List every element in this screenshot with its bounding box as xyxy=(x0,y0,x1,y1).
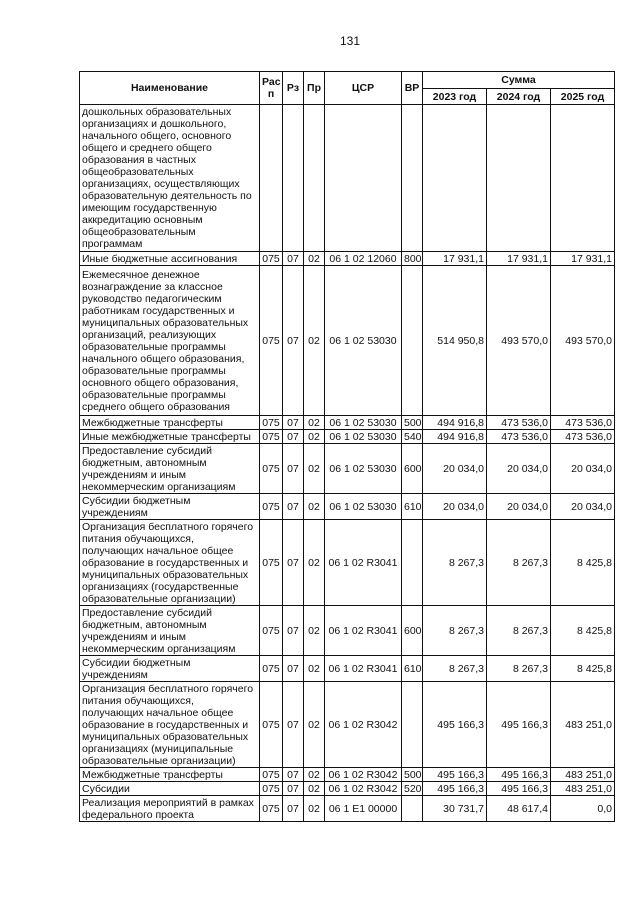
row-amount-2024: 8 267,3 xyxy=(487,520,551,606)
row-csr: 06 1 02 53030 xyxy=(325,430,402,444)
row-rz: 07 xyxy=(283,656,304,682)
table-row xyxy=(80,416,615,430)
row-amount-2023: 20 034,0 xyxy=(423,444,487,494)
row-amount-2024: 495 166,3 xyxy=(487,782,551,796)
row-amount-2024: 495 166,3 xyxy=(487,682,551,768)
row-amount-2023: 20 034,0 xyxy=(423,494,487,520)
row-amount-2024: 493 570,0 xyxy=(487,266,551,416)
row-pr: 02 xyxy=(304,444,325,494)
row-vr: 500 xyxy=(402,416,423,430)
row-name: Субсидии xyxy=(80,782,260,796)
table-row xyxy=(80,782,615,796)
header-vr: ВР xyxy=(402,72,423,105)
row-amount-2025: 493 570,0 xyxy=(551,266,615,416)
row-csr: 06 1 02 53030 xyxy=(325,416,402,430)
row-rz xyxy=(283,105,304,252)
row-name: Иные межбюджетные трансферты xyxy=(80,430,260,444)
row-pr: 02 xyxy=(304,416,325,430)
table-row xyxy=(80,606,615,656)
row-amount-2024: 473 536,0 xyxy=(487,430,551,444)
row-vr: 600 xyxy=(402,444,423,494)
row-amount-2023: 8 267,3 xyxy=(423,656,487,682)
row-csr: 06 1 02 R3042 xyxy=(325,768,402,782)
row-amount-2025: 20 034,0 xyxy=(551,444,615,494)
row-rz: 07 xyxy=(283,782,304,796)
row-amount-2023 xyxy=(423,105,487,252)
table-body xyxy=(80,105,615,822)
row-rz: 07 xyxy=(283,682,304,768)
row-rz: 07 xyxy=(283,494,304,520)
row-pr: 02 xyxy=(304,494,325,520)
row-amount-2025: 8 425,8 xyxy=(551,656,615,682)
row-csr: 06 1 02 R3041 xyxy=(325,606,402,656)
row-name: Иные бюджетные ассигнования xyxy=(80,252,260,266)
row-amount-2024: 495 166,3 xyxy=(487,768,551,782)
table-row xyxy=(80,266,615,416)
row-rz: 07 xyxy=(283,252,304,266)
row-amount-2023: 17 931,1 xyxy=(423,252,487,266)
row-amount-2023: 8 267,3 xyxy=(423,606,487,656)
header-ras: Рас п xyxy=(260,72,283,105)
row-pr: 02 xyxy=(304,606,325,656)
row-rz: 07 xyxy=(283,520,304,606)
row-name: Ежемесячное денежное вознаграждение за классное руководство педагогическим работникам государственных и муниципальных образовательных организаций, реализующих образовательные программы начального общего образования, образовательные программы основного общего образования, образовательные программы среднего общего образования xyxy=(80,266,260,416)
row-name: дошкольных образовательных организациях и дошкольного, начального общего, основного общего и среднего общего образования в частных общеобразовательных организациях, осуществляющих образовательную деятельность по имеющим государственную аккредитацию основным общеобразовательным программам xyxy=(80,105,260,252)
table-row xyxy=(80,682,615,768)
row-pr: 02 xyxy=(304,782,325,796)
row-amount-2024 xyxy=(487,105,551,252)
row-vr xyxy=(402,520,423,606)
row-rz: 07 xyxy=(283,430,304,444)
row-csr: 06 1 02 R3041 xyxy=(325,656,402,682)
header-sum: Сумма xyxy=(423,72,615,89)
row-vr: 610 xyxy=(402,494,423,520)
row-vr: 520 xyxy=(402,782,423,796)
row-amount-2023: 494 916,8 xyxy=(423,430,487,444)
row-ras: 075 xyxy=(260,656,283,682)
row-amount-2024: 48 617,4 xyxy=(487,796,551,822)
row-vr xyxy=(402,796,423,822)
header-pr: Пр xyxy=(304,72,325,105)
row-vr: 610 xyxy=(402,656,423,682)
header-year-2023: 2023 год xyxy=(423,89,487,105)
row-ras: 075 xyxy=(260,252,283,266)
table-row xyxy=(80,444,615,494)
row-amount-2025: 473 536,0 xyxy=(551,416,615,430)
row-amount-2025: 0,0 xyxy=(551,796,615,822)
row-amount-2023: 495 166,3 xyxy=(423,768,487,782)
row-rz: 07 xyxy=(283,266,304,416)
row-amount-2025: 8 425,8 xyxy=(551,520,615,606)
table-row xyxy=(80,520,615,606)
row-amount-2024: 8 267,3 xyxy=(487,606,551,656)
row-amount-2024: 17 931,1 xyxy=(487,252,551,266)
row-amount-2023: 514 950,8 xyxy=(423,266,487,416)
header-csr: ЦСР xyxy=(325,72,402,105)
row-vr: 500 xyxy=(402,768,423,782)
row-pr: 02 xyxy=(304,266,325,416)
table-header xyxy=(80,72,615,105)
page-number: 131 xyxy=(339,34,361,48)
row-amount-2023: 8 267,3 xyxy=(423,520,487,606)
row-csr: 06 1 02 53030 xyxy=(325,494,402,520)
row-pr: 02 xyxy=(304,430,325,444)
row-amount-2025: 483 251,0 xyxy=(551,768,615,782)
row-csr: 06 1 02 R3042 xyxy=(325,782,402,796)
row-name: Субсидии бюджетным учреждениям xyxy=(80,494,260,520)
row-pr xyxy=(304,105,325,252)
row-pr: 02 xyxy=(304,682,325,768)
table-row xyxy=(80,656,615,682)
row-amount-2025: 483 251,0 xyxy=(551,782,615,796)
table-row xyxy=(80,796,615,822)
row-amount-2024: 8 267,3 xyxy=(487,656,551,682)
row-rz: 07 xyxy=(283,444,304,494)
row-csr: 06 1 02 53030 xyxy=(325,266,402,416)
row-amount-2025: 473 536,0 xyxy=(551,430,615,444)
row-amount-2025: 483 251,0 xyxy=(551,682,615,768)
row-ras xyxy=(260,105,283,252)
header-year-2024: 2024 год xyxy=(487,89,551,105)
row-amount-2025: 20 034,0 xyxy=(551,494,615,520)
header-name: Наименование xyxy=(80,72,260,105)
row-amount-2024: 473 536,0 xyxy=(487,416,551,430)
row-csr: 06 1 02 R3042 xyxy=(325,682,402,768)
row-csr xyxy=(325,105,402,252)
row-vr: 600 xyxy=(402,606,423,656)
row-name: Межбюджетные трансферты xyxy=(80,416,260,430)
row-ras: 075 xyxy=(260,416,283,430)
row-ras: 075 xyxy=(260,266,283,416)
table-row xyxy=(80,430,615,444)
row-ras: 075 xyxy=(260,796,283,822)
row-amount-2023: 495 166,3 xyxy=(423,682,487,768)
row-vr xyxy=(402,105,423,252)
row-vr xyxy=(402,682,423,768)
row-name: Предоставление субсидий бюджетным, автономным учреждениям и иным некоммерческим организациям xyxy=(80,444,260,494)
row-csr: 06 1 02 12060 xyxy=(325,252,402,266)
row-ras: 075 xyxy=(260,606,283,656)
row-amount-2024: 20 034,0 xyxy=(487,444,551,494)
row-rz: 07 xyxy=(283,416,304,430)
row-ras: 075 xyxy=(260,494,283,520)
row-name: Межбюджетные трансферты xyxy=(80,768,260,782)
budget-table xyxy=(79,71,615,822)
row-vr: 540 xyxy=(402,430,423,444)
row-name: Организация бесплатного горячего питания обучающихся, получающих начальное общее образование в государственных и муниципальных образовательных организациях (государственные образовательные организации) xyxy=(80,520,260,606)
row-ras: 075 xyxy=(260,430,283,444)
row-ras: 075 xyxy=(260,768,283,782)
header-rz: Рз xyxy=(283,72,304,105)
row-pr: 02 xyxy=(304,656,325,682)
table-row xyxy=(80,252,615,266)
row-name: Реализация мероприятий в рамках федерального проекта xyxy=(80,796,260,822)
table-row xyxy=(80,494,615,520)
row-pr: 02 xyxy=(304,520,325,606)
row-csr: 06 1 02 R3041 xyxy=(325,520,402,606)
row-amount-2025 xyxy=(551,105,615,252)
row-csr: 06 1 02 53030 xyxy=(325,444,402,494)
row-ras: 075 xyxy=(260,782,283,796)
row-amount-2025: 8 425,8 xyxy=(551,606,615,656)
row-vr: 800 xyxy=(402,252,423,266)
table-row xyxy=(80,105,615,252)
row-ras: 075 xyxy=(260,520,283,606)
row-name: Организация бесплатного горячего питания обучающихся, получающих начальное общее образование в государственных и муниципальных образовательных организациях (муниципальные образовательные организации) xyxy=(80,682,260,768)
header-year-2025: 2025 год xyxy=(551,89,615,105)
table-row xyxy=(80,768,615,782)
row-name: Субсидии бюджетным учреждениям xyxy=(80,656,260,682)
row-vr xyxy=(402,266,423,416)
row-amount-2023: 30 731,7 xyxy=(423,796,487,822)
row-amount-2024: 20 034,0 xyxy=(487,494,551,520)
row-amount-2023: 494 916,8 xyxy=(423,416,487,430)
row-rz: 07 xyxy=(283,796,304,822)
row-rz: 07 xyxy=(283,606,304,656)
row-amount-2023: 495 166,3 xyxy=(423,782,487,796)
row-amount-2025: 17 931,1 xyxy=(551,252,615,266)
row-rz: 07 xyxy=(283,768,304,782)
row-name: Предоставление субсидий бюджетным, автономным учреждениям и иным некоммерческим организациям xyxy=(80,606,260,656)
row-ras: 075 xyxy=(260,444,283,494)
row-pr: 02 xyxy=(304,768,325,782)
row-ras: 075 xyxy=(260,682,283,768)
row-csr: 06 1 E1 00000 xyxy=(325,796,402,822)
row-pr: 02 xyxy=(304,252,325,266)
row-pr: 02 xyxy=(304,796,325,822)
